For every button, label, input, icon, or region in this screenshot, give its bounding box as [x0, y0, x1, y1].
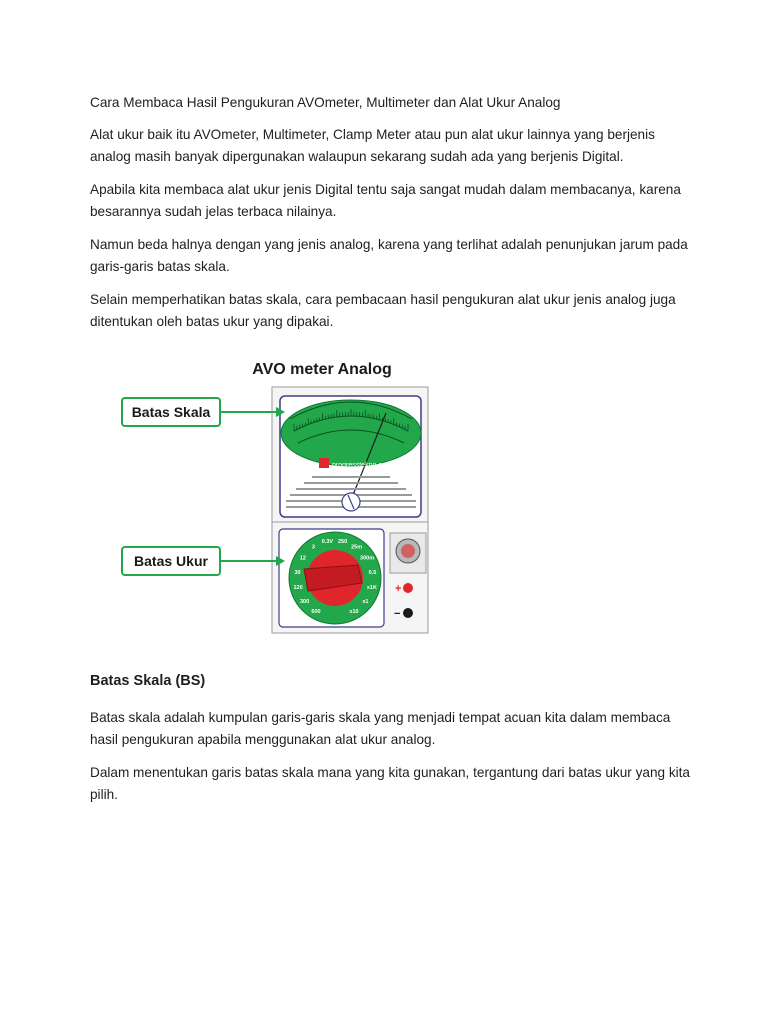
watermark-text: progresstekno.com	[332, 462, 392, 469]
figure-title: AVO meter Analog	[252, 361, 392, 378]
dial-label: 3	[311, 544, 315, 551]
dial-label: 0.3V	[321, 538, 334, 545]
dial-label: 0.5	[368, 569, 377, 576]
section-heading: Batas Skala (BS)	[90, 673, 206, 689]
dial-label: 25m	[351, 544, 363, 551]
avometer-illustration	[90, 347, 690, 657]
dial-label: 250	[338, 538, 348, 545]
svg-text:−: −	[394, 608, 401, 620]
section-paragraph-1: Batas skala adalah kumpulan garis-garis skala yang menjadi tempat acuan kita dalam membaca hasil pengukuran apabila menggunakan alat ukur analog.	[90, 710, 671, 747]
dial-label: 30	[294, 569, 301, 576]
section-paragraph-2: Dalam menentukan garis batas skala mana yang kita gunakan, tergantung dari batas ukur yang kita pilih.	[90, 765, 690, 802]
svg-text:+: +	[395, 583, 402, 595]
dial-label: x1K	[366, 585, 377, 592]
dial-label: 600	[311, 608, 321, 615]
document-title: Cara Membaca Hasil Pengukuran AVOmeter, Multimeter dan Alat Ukur Analog	[90, 95, 561, 110]
dial-label: 12	[299, 555, 306, 562]
watermark-logo	[319, 458, 329, 468]
negative-terminal	[403, 608, 413, 618]
dial-label: x1	[362, 598, 369, 605]
paragraph-1: Alat ukur baik itu AVOmeter, Multimeter, Clamp Meter atau pun alat ukur lainnya yang berjenis analog masih banyak dipergunakan walaupun sekarang sudah ada yang berjenis Digital.	[90, 127, 655, 164]
document-content	[90, 92, 690, 817]
batas-ukur-label: Batas Ukur	[134, 553, 208, 569]
dial-label: x10	[349, 608, 359, 615]
paragraph-3: Namun beda halnya dengan yang jenis analog, karena yang terlihat adalah penunjukan jarum pada garis-garis batas skala.	[90, 237, 688, 274]
positive-terminal	[403, 583, 413, 593]
paragraph-2: Apabila kita membaca alat ukur jenis Digital tentu saja sangat mudah dalam membacanya, karena besarannya sudah jelas terbaca nilainya.	[90, 182, 681, 219]
dial-label: 120	[293, 585, 303, 592]
paragraph-4: Selain memperhatikan batas skala, cara pembacaan hasil pengukuran alat ukur jenis analog juga ditentukan oleh batas ukur yang dipakai.	[90, 292, 676, 329]
dial-label: 300	[300, 598, 310, 605]
batas-skala-label: Batas Skala	[131, 404, 211, 420]
dial-label: 300m	[360, 555, 375, 562]
avometer-figure	[90, 347, 690, 657]
